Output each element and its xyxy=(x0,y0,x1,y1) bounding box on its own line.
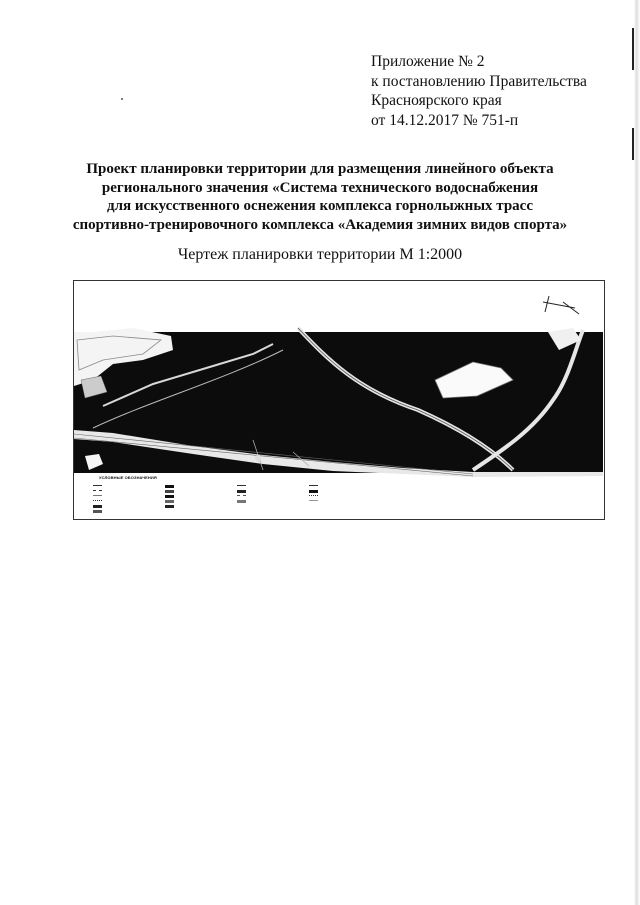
map-legend xyxy=(73,473,604,518)
annex-line: от 14.12.2017 № 751-п xyxy=(371,111,519,129)
title-line: для искусственного оснежения комплекса горнолыжных трасс xyxy=(107,198,533,214)
annex-line: Приложение № 2 xyxy=(371,53,485,70)
title-line: спортивно-тренировочного комплекса «Академия зимних видов спорта» xyxy=(72,216,568,233)
scan-speck xyxy=(121,98,123,100)
drawing-caption: Чертеж планировки территории М 1:2000 xyxy=(177,246,463,263)
annex-header xyxy=(371,52,631,130)
legend-title: УСЛОВНЫЕ ОБОЗНАЧЕНИЯ xyxy=(99,475,157,480)
title-line: Проект планировки территории для размещения линейного объекта xyxy=(86,161,554,177)
planning-drawing xyxy=(73,280,605,534)
annex-line: Красноярского края xyxy=(371,92,502,109)
junction xyxy=(255,455,261,461)
scan-edge xyxy=(634,0,640,905)
annex-line: к постановлению Правительства xyxy=(371,72,587,90)
document-title xyxy=(40,160,600,234)
legend-column xyxy=(165,484,235,509)
scan-edge-mark xyxy=(632,128,634,160)
scan-edge-mark xyxy=(632,28,634,70)
title-line: регионального значения «Система технического водоснабжения xyxy=(101,179,539,196)
legend-column xyxy=(309,484,379,504)
north-arrow-icon xyxy=(543,296,579,314)
legend-column xyxy=(93,484,163,514)
legend-column xyxy=(237,484,307,504)
